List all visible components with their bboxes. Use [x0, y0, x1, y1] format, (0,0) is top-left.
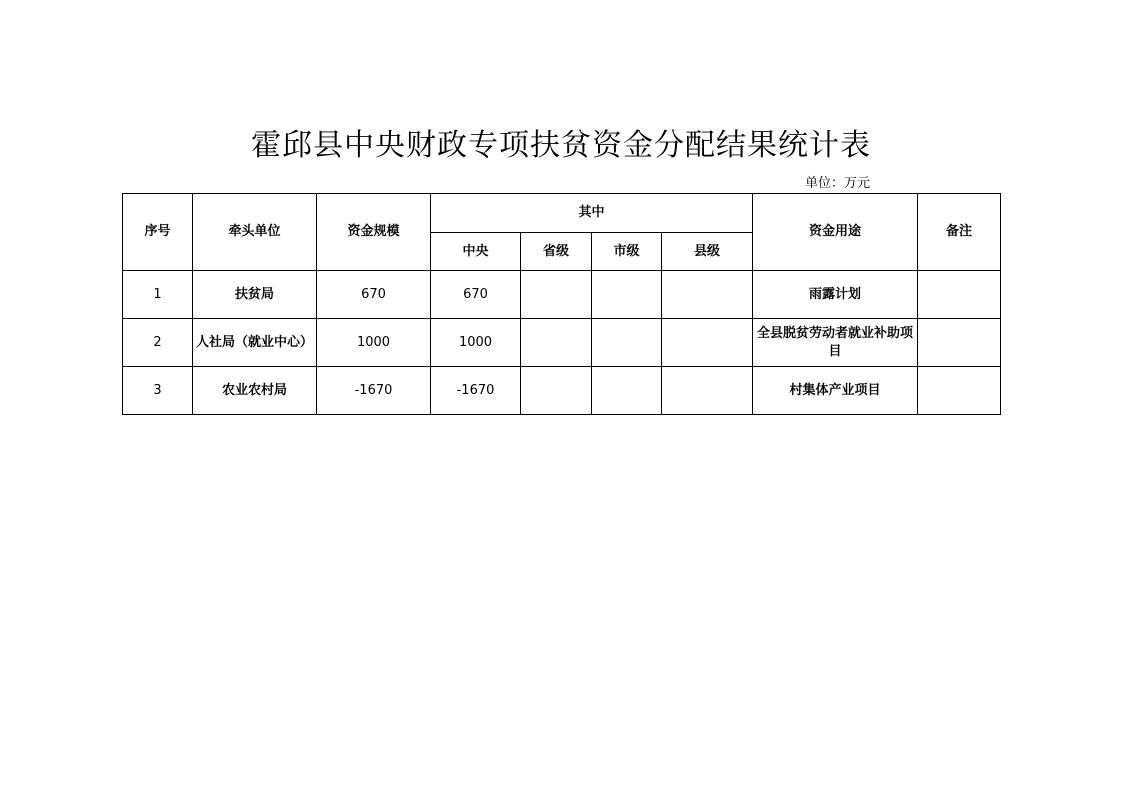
cell-city	[592, 271, 662, 319]
cell-central: 670	[431, 271, 521, 319]
page-title: 霍邱县中央财政专项扶贫资金分配结果统计表	[251, 128, 871, 163]
cell-remarks	[918, 367, 1001, 415]
cell-scale: -1670	[317, 367, 431, 415]
header-lead-unit: 牵头单位	[193, 194, 317, 271]
cell-usage: 雨露计划	[753, 271, 918, 319]
cell-remarks	[918, 319, 1001, 367]
header-provincial: 省级	[521, 233, 592, 271]
header-city: 市级	[592, 233, 662, 271]
cell-seq: 2	[123, 319, 193, 367]
cell-scale: 670	[317, 271, 431, 319]
header-usage: 资金用途	[753, 194, 918, 271]
header-row	[123, 194, 1001, 233]
header-fund-scale: 资金规模	[317, 194, 431, 271]
cell-central: -1670	[431, 367, 521, 415]
cell-county	[662, 271, 753, 319]
cell-county	[662, 319, 753, 367]
cell-provincial	[521, 367, 592, 415]
cell-city	[592, 319, 662, 367]
cell-usage: 全县脱贫劳动者就业补助项目	[753, 319, 918, 367]
allocation-table	[122, 193, 1001, 415]
header-county: 县级	[662, 233, 753, 271]
header-seq: 序号	[123, 194, 193, 271]
cell-central: 1000	[431, 319, 521, 367]
cell-provincial	[521, 271, 592, 319]
cell-scale: 1000	[317, 319, 431, 367]
cell-usage: 村集体产业项目	[753, 367, 918, 415]
header-remarks: 备注	[918, 194, 1001, 271]
table-row	[123, 271, 1001, 319]
cell-seq: 3	[123, 367, 193, 415]
cell-unit: 扶贫局	[193, 271, 317, 319]
unit-label: 单位：万元	[804, 176, 870, 191]
header-of-which: 其中	[431, 194, 753, 233]
cell-remarks	[918, 271, 1001, 319]
table-row	[123, 319, 1001, 367]
cell-provincial	[521, 319, 592, 367]
cell-unit: 人社局（就业中心）	[193, 319, 317, 367]
table-row	[123, 367, 1001, 415]
header-central: 中央	[431, 233, 521, 271]
cell-city	[592, 367, 662, 415]
cell-unit: 农业农村局	[193, 367, 317, 415]
cell-seq: 1	[123, 271, 193, 319]
cell-county	[662, 367, 753, 415]
